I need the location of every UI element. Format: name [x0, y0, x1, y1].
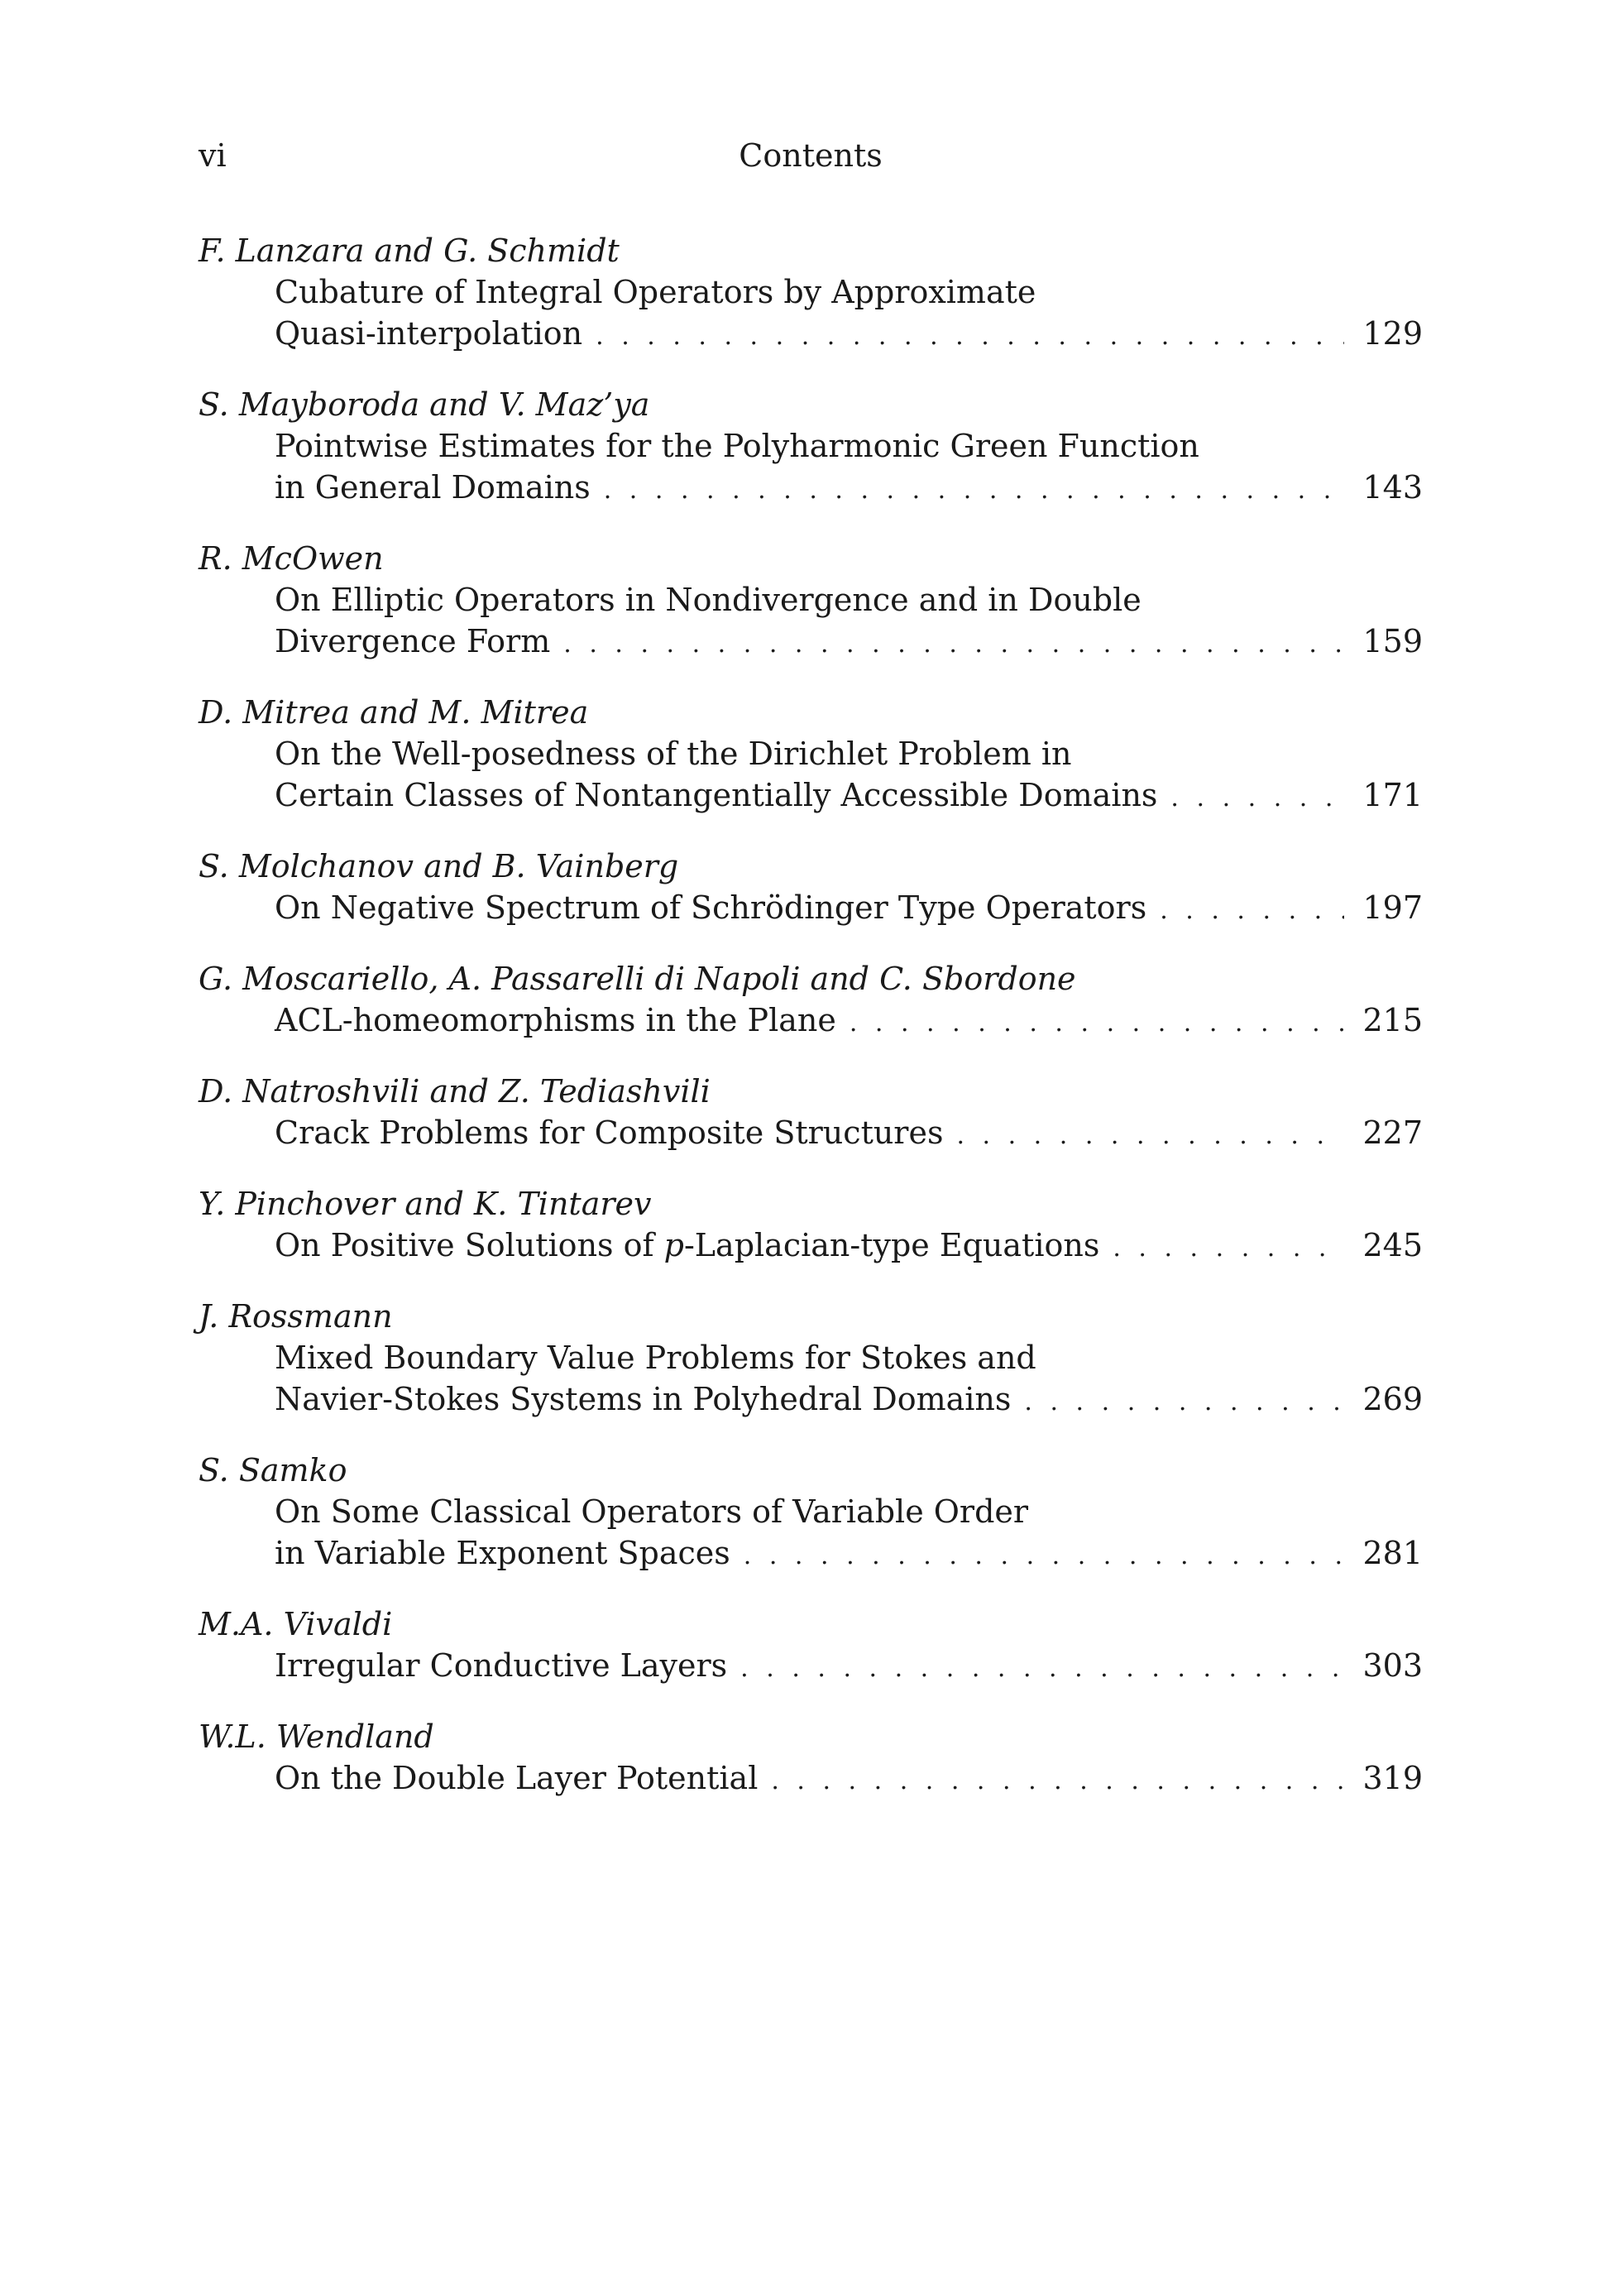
entry-page-number: 197	[1362, 889, 1423, 926]
entry-title-line: On Some Classical Operators of Variable Order	[275, 1493, 1029, 1530]
entry-title-end: On the Double Layer Potential	[275, 1760, 759, 1796]
entry-title-part: On Positive Solutions of	[275, 1227, 664, 1263]
entry-page-number: 159	[1362, 623, 1423, 659]
toc-entry	[199, 958, 1423, 1041]
entry-authors: Y. Pinchover and K. Tintarev	[199, 1186, 652, 1222]
entry-authors: W.L. Wendland	[199, 1718, 434, 1755]
toc-entry	[199, 384, 1423, 508]
entry-title-end: Crack Problems for Composite Structures	[275, 1114, 944, 1151]
dot-leader	[596, 316, 1344, 357]
entry-authors: J. Rossmann	[199, 1298, 393, 1335]
entry-page-number: 215	[1362, 1002, 1423, 1038]
toc-entry	[199, 1071, 1423, 1153]
dot-leader	[956, 1115, 1344, 1157]
toc-entry	[199, 846, 1423, 928]
dot-leader	[744, 1536, 1345, 1577]
toc-entry	[199, 1296, 1423, 1420]
dot-leader	[1170, 778, 1344, 819]
entry-title-end: Divergence Form	[275, 623, 551, 659]
dot-leader	[771, 1761, 1344, 1802]
entry-authors: F. Lanzara and G. Schmidt	[199, 232, 620, 269]
entry-final-line	[199, 999, 1423, 1041]
entry-page-number: 319	[1362, 1760, 1423, 1796]
entry-page-number: 281	[1362, 1535, 1423, 1571]
entry-authors: S. Samko	[199, 1452, 347, 1488]
toc-entry	[199, 1450, 1423, 1574]
entry-title-end	[275, 1225, 1099, 1266]
entry-title-line: On the Well-posedness of the Dirichlet Problem in	[275, 736, 1072, 772]
entry-title-end: in Variable Exponent Spaces	[275, 1535, 730, 1571]
dot-leader	[604, 470, 1345, 511]
entry-final-line	[199, 467, 1423, 508]
entry-authors: M.A. Vivaldi	[199, 1606, 393, 1642]
entry-title-line: On Elliptic Operators in Nondivergence and in Double	[275, 582, 1142, 618]
entry-final-line	[199, 1532, 1423, 1574]
entry-title-line: Pointwise Estimates for the Polyharmonic Green Function	[275, 428, 1199, 464]
page-title: Contents	[739, 137, 883, 174]
entry-final-line	[199, 887, 1423, 928]
entry-page-number: 303	[1362, 1647, 1423, 1684]
entry-final-line	[199, 774, 1423, 816]
entry-authors: D. Mitrea and M. Mitrea	[199, 694, 589, 731]
entry-page-number: 227	[1362, 1114, 1423, 1151]
toc-entry	[199, 1716, 1423, 1799]
dot-leader	[1160, 890, 1344, 932]
entry-page-number: 245	[1362, 1227, 1423, 1263]
entry-title-line: Mixed Boundary Value Problems for Stokes and	[275, 1340, 1036, 1376]
entry-title-end: Certain Classes of Nontangentially Accessible Domains	[275, 777, 1158, 813]
dot-leader	[563, 624, 1344, 665]
running-head	[199, 132, 1423, 179]
entry-title-end: Irregular Conductive Layers	[275, 1647, 728, 1684]
entry-title-end: in General Domains	[275, 469, 591, 506]
dot-leader	[850, 1003, 1345, 1044]
entry-page-number: 143	[1362, 469, 1423, 506]
entry-final-line	[199, 313, 1423, 354]
table-of-contents	[199, 230, 1423, 1829]
entry-title-end: ACL-homeomorphisms in the Plane	[275, 1002, 836, 1038]
dot-leader	[1024, 1382, 1344, 1423]
entry-final-line	[199, 621, 1423, 662]
entry-authors: S. Mayboroda and V. Maz’ya	[199, 386, 650, 423]
entry-title-end: Quasi-interpolation	[275, 315, 583, 352]
dot-leader	[1113, 1228, 1344, 1269]
toc-entry	[199, 1603, 1423, 1686]
toc-entry	[199, 692, 1423, 816]
entry-page-number: 129	[1362, 315, 1423, 352]
toc-entry	[199, 538, 1423, 662]
math-variable-p: p	[663, 1227, 684, 1263]
entry-title-part: -Laplacian-type Equations	[683, 1227, 1100, 1263]
entry-page-number: 171	[1362, 777, 1423, 813]
entry-final-line	[199, 1225, 1423, 1266]
entry-authors: D. Natroshvili and Z. Tediashvili	[199, 1073, 711, 1110]
dot-leader	[740, 1648, 1344, 1690]
entry-final-line	[199, 1378, 1423, 1420]
entry-authors: G. Moscariello, A. Passarelli di Napoli and C. Sbordone	[199, 961, 1076, 997]
entry-title-end: On Negative Spectrum of Schrödinger Type Operators	[275, 889, 1147, 926]
entry-final-line	[199, 1757, 1423, 1799]
page-number: vi	[199, 137, 227, 174]
toc-entry	[199, 230, 1423, 354]
entry-title-line: Cubature of Integral Operators by Approximate	[275, 274, 1036, 310]
entry-authors: S. Molchanov and B. Vainberg	[199, 848, 679, 884]
entry-authors: R. McOwen	[199, 540, 384, 577]
toc-entry	[199, 1183, 1423, 1266]
entry-final-line	[199, 1112, 1423, 1153]
entry-final-line	[199, 1645, 1423, 1686]
entry-page-number: 269	[1362, 1381, 1423, 1417]
entry-title-end: Navier-Stokes Systems in Polyhedral Domains	[275, 1381, 1012, 1417]
